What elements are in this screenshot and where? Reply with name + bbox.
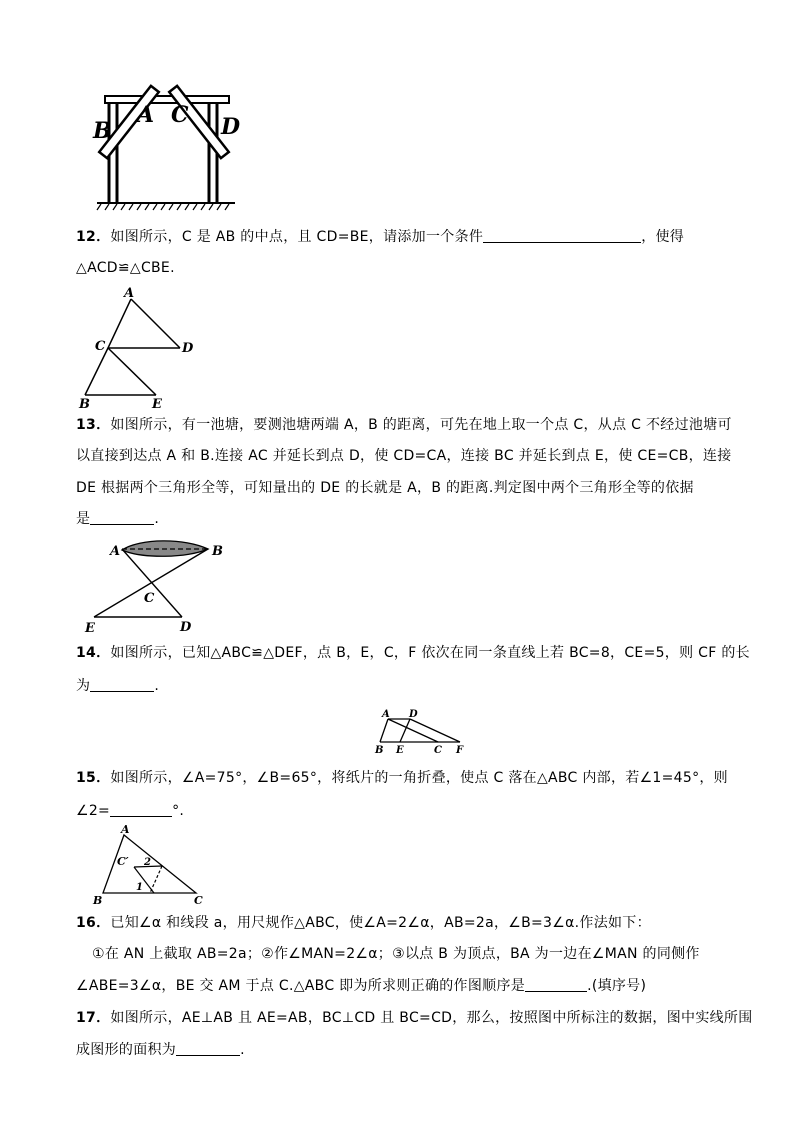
fig14-label-b: B: [375, 745, 384, 756]
q17-number: 17．: [76, 1010, 111, 1026]
fig14-label-f: F: [456, 745, 464, 756]
q14-line2: [76, 677, 159, 695]
q14-line2-end: .: [154, 678, 160, 694]
figure-q11-frame: [95, 82, 255, 214]
q13-line1: [76, 416, 732, 434]
fig15-label-2: 2: [144, 857, 151, 868]
q13-line3: DE 根据两个三角形全等，可知量出的 DE 的长就是 A，B 的距离.判定图中两个三角形全等的依据: [76, 480, 694, 496]
fig15-label-c: C: [194, 894, 203, 907]
q16-line2: ①在 AN 上截取 AB=2a；②作∠MAN=2∠α；③以点 B 为顶点，BA 为一边在∠MAN 的同侧作: [92, 946, 700, 962]
q13-line4-text: 是: [76, 511, 91, 527]
fig14-label-e: E: [396, 745, 404, 756]
q14-answer-blank[interactable]: [90, 677, 154, 692]
fig11-label-d: D: [221, 114, 241, 140]
q14-line1: [76, 644, 750, 662]
fig11-label-b: B: [93, 118, 112, 144]
q12-line2: △ACD≌△CBE.: [76, 260, 175, 276]
fig12-label-d: D: [182, 341, 194, 356]
q12-number: 12．: [76, 229, 111, 245]
q14-line2-text: 为: [76, 678, 91, 694]
fig13-label-e: E: [85, 621, 95, 636]
figure-q15-fold: [88, 823, 218, 907]
q15-line2: [76, 802, 184, 820]
q16-line3: [76, 977, 646, 995]
q17-line2-text: 成图形的面积为: [76, 1042, 177, 1058]
q16-answer-blank[interactable]: [525, 977, 587, 992]
q12-text2: ，使得: [641, 229, 685, 245]
q13-text1: 如图所示，有一池塘，要测池塘两端 A，B 的距离，可先在地上取一个点 C，从点 C 不经过池塘可: [110, 417, 732, 433]
q12-line1: [76, 228, 684, 246]
q13-line4: [76, 510, 159, 528]
q16-line3-end: .(填序号): [587, 978, 647, 994]
q12-text1: 如图所示，C 是 AB 的中点，且 CD=BE，请添加一个条件: [110, 229, 484, 245]
fig12-label-b: B: [79, 397, 90, 412]
fig12-label-e: E: [152, 397, 162, 412]
q15-line2-text: ∠2=: [76, 803, 111, 819]
q17-line1: [76, 1009, 753, 1027]
q15-number: 15．: [76, 770, 111, 786]
q13-answer-blank[interactable]: [90, 510, 154, 525]
q14-number: 14．: [76, 645, 111, 661]
q15-line1: [76, 769, 728, 787]
fig14-label-d: D: [409, 709, 418, 720]
q15-answer-blank[interactable]: [110, 802, 172, 817]
q13-line2: 以直接到达点 A 和 B.连接 AC 并延长到点 D，使 CD=CA，连接 BC 并延长到点 E，使 CE=CB，连接: [76, 448, 732, 464]
q17-line2-end: .: [240, 1042, 245, 1058]
fig12-label-a: A: [124, 286, 135, 301]
fig13-label-d: D: [180, 620, 192, 635]
q13-number: 13．: [76, 417, 111, 433]
fig12-label-c: C: [95, 339, 106, 354]
q17-answer-blank[interactable]: [176, 1041, 240, 1056]
fig15-label-1: 1: [136, 882, 143, 893]
fig11-label-c: C: [171, 102, 189, 128]
figure-q12-triangles: [76, 285, 206, 410]
fig13-label-a: A: [110, 544, 121, 559]
fig14-label-c: C: [434, 745, 442, 756]
q17-line2: [76, 1041, 245, 1059]
fig13-label-b: B: [212, 544, 223, 559]
fig11-label-a: A: [137, 102, 155, 128]
q12-answer-blank[interactable]: [483, 228, 641, 243]
q16-line1: [76, 914, 651, 932]
fig15-label-cprime: C′: [117, 855, 129, 868]
q15-text1: 如图所示，∠A=75°，∠B=65°，将纸片的一角折叠，使点 C 落在△ABC 内部，若∠1=45°，则: [110, 770, 728, 786]
q17-text1: 如图所示，AE⊥AB 且 AE=AB，BC⊥CD 且 BC=CD，那么，按照图中所标注的数据，图中实线所围: [110, 1010, 753, 1026]
figure-q14-triangles: [370, 705, 470, 757]
q13-line4-end: .: [154, 511, 160, 527]
fig15-label-b: B: [93, 894, 103, 907]
q14-text1: 如图所示，已知△ABC≌△DEF，点 B，E，C，F 依次在同一条直线上若 BC=8，CE=5，则 CF 的长: [110, 645, 750, 661]
q16-text1: 已知∠α 和线段 a，用尺规作△ABC，使∠A=2∠α，AB=2a，∠B=3∠α.作法如下：: [110, 915, 651, 931]
fig13-label-c: C: [144, 591, 155, 606]
fig15-label-a: A: [121, 823, 130, 836]
q16-number: 16．: [76, 915, 111, 931]
q16-line3-text: ∠ABE=3∠α，BE 交 AM 于点 C.△ABC 即为所求则正确的作图顺序是: [76, 978, 526, 994]
q15-line2-end: °.: [172, 803, 185, 819]
figure-q13-pond: [80, 535, 230, 637]
fig14-label-a: A: [382, 709, 390, 720]
